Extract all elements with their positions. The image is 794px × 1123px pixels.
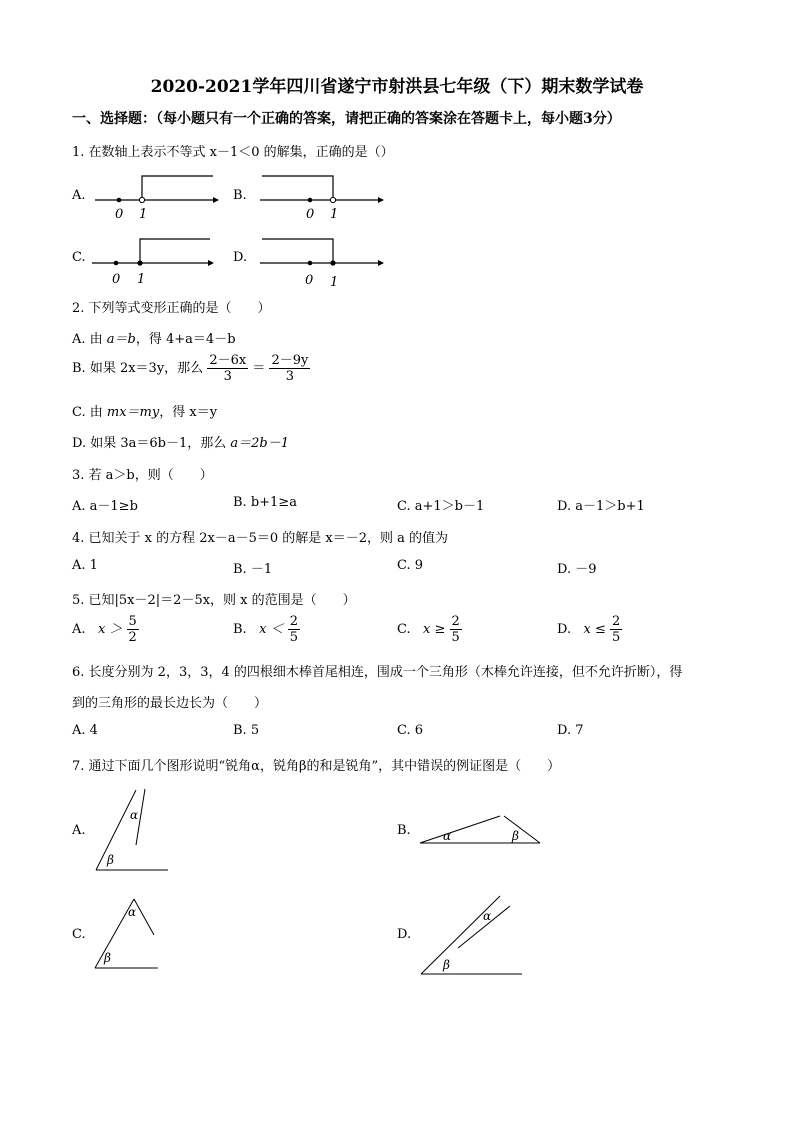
q3-option-d: D. a－1＞b+1 bbox=[557, 499, 645, 514]
q7-figure-a bbox=[92, 785, 172, 875]
q1-option-a-label: A. bbox=[72, 188, 86, 203]
question-3-stem: 3. 若 a＞b，则（ ） bbox=[72, 468, 213, 483]
q1-option-d-label: D. bbox=[233, 250, 248, 265]
q7-option-b-label: B. bbox=[397, 823, 411, 838]
alpha-label: α bbox=[483, 909, 492, 923]
section-heading: 一、选择题：（每小题只有一个正确的答案，请把正确的答案涂在答题卡上，每小题3分） bbox=[72, 111, 621, 127]
q5-option-b: B. x ＜ $\frac{2}{5}$ bbox=[233, 614, 298, 645]
beta-label: β bbox=[104, 951, 111, 965]
tick-label-0: 0 bbox=[306, 207, 315, 222]
q3-option-a: A. a－1≥b bbox=[72, 499, 138, 514]
q1-number-line-c bbox=[92, 235, 217, 287]
tick-label-0: 0 bbox=[115, 207, 124, 222]
q6-option-c: C. 6 bbox=[397, 723, 424, 738]
tick-label-1: 1 bbox=[330, 275, 339, 290]
q7-figure-b bbox=[418, 812, 543, 847]
q5-option-c: C. x ≥ $\frac{2}{5}$ bbox=[397, 614, 460, 645]
q5-option-a: A. x ＞ $\frac{5}{2}$ bbox=[72, 614, 137, 645]
q7-option-d-label: D. bbox=[397, 927, 412, 942]
tick-label-0: 0 bbox=[112, 272, 121, 287]
q5-option-d: D. x ≤ $\frac{2}{5}$ bbox=[557, 614, 621, 645]
alpha-label: α bbox=[443, 829, 452, 843]
question-7-stem: 7. 通过下面几个图形说明“锐角α，锐角β的和是锐角”，其中错误的例证图是（ ） bbox=[72, 759, 561, 774]
q2-option-d: D. 如果 3a＝6b－1，那么 a＝2b－1 bbox=[72, 436, 289, 451]
question-5-stem: 5. 已知|5x－2|＝2－5x，则 x 的范围是（ ） bbox=[72, 593, 356, 608]
q2-option-c: C. 由 mx＝my，得 x＝y bbox=[72, 405, 218, 420]
q1-number-line-d bbox=[260, 235, 385, 290]
q6-option-d: D. 7 bbox=[557, 723, 584, 738]
q7-figure-d bbox=[418, 890, 528, 980]
alpha-label: α bbox=[130, 808, 139, 822]
q1-number-line-b bbox=[260, 172, 385, 222]
q3-option-b: B. b+1≥a bbox=[233, 495, 297, 510]
q7-figure-c bbox=[92, 895, 167, 975]
exam-title: 2020-2021学年四川省遂宁市射洪县七年级（下）期末数学试卷 bbox=[150, 77, 644, 97]
tick-label-1: 1 bbox=[330, 207, 339, 222]
q7-option-c-label: C. bbox=[72, 927, 86, 942]
tick-label-1: 1 bbox=[137, 272, 146, 287]
beta-label: β bbox=[443, 958, 450, 972]
q2-option-a: A. 由 a＝b，得 4+a＝4－b bbox=[72, 332, 236, 347]
q4-option-c: C. 9 bbox=[397, 558, 424, 573]
question-6-stem-line1: 6. 长度分别为 2，3，3，4 的四根细木棒首尾相连，围成一个三角形（木棒允许连接，但不允许折断），得 bbox=[72, 665, 683, 680]
q6-option-a: A. 4 bbox=[72, 723, 98, 738]
tick-label-0: 0 bbox=[305, 273, 314, 288]
beta-label: β bbox=[107, 853, 114, 867]
q4-option-b: B. －1 bbox=[233, 562, 273, 577]
question-4-stem: 4. 已知关于 x 的方程 2x－a－5＝0 的解是 x＝－2，则 a 的值为 bbox=[72, 531, 449, 546]
alpha-label: α bbox=[128, 905, 137, 919]
q4-option-a: A. 1 bbox=[72, 558, 98, 573]
tick-label-1: 1 bbox=[139, 207, 148, 222]
q3-option-c: C. a+1＞b－1 bbox=[397, 499, 485, 514]
q1-option-c-label: C. bbox=[72, 250, 86, 265]
q7-option-a-label: A. bbox=[72, 823, 86, 838]
q6-option-b: B. 5 bbox=[233, 723, 260, 738]
q1-option-b-label: B. bbox=[233, 188, 247, 203]
question-6-stem-line2: 到的三角形的最长边长为（ ） bbox=[72, 696, 268, 711]
question-2-stem: 2. 下列等式变形正确的是（ ） bbox=[72, 301, 271, 316]
question-1-stem: 1. 在数轴上表示不等式 x－1＜0 的解集，正确的是（） bbox=[72, 145, 394, 160]
q4-option-d: D. －9 bbox=[557, 562, 597, 577]
q2-option-b: B. 如果 2x＝3y，那么 $\frac{2-6x}{3}$ ＝ $\frac{2-9y}{3}$ bbox=[72, 353, 309, 384]
q1-number-line-a bbox=[95, 172, 220, 222]
beta-label: β bbox=[512, 829, 519, 843]
